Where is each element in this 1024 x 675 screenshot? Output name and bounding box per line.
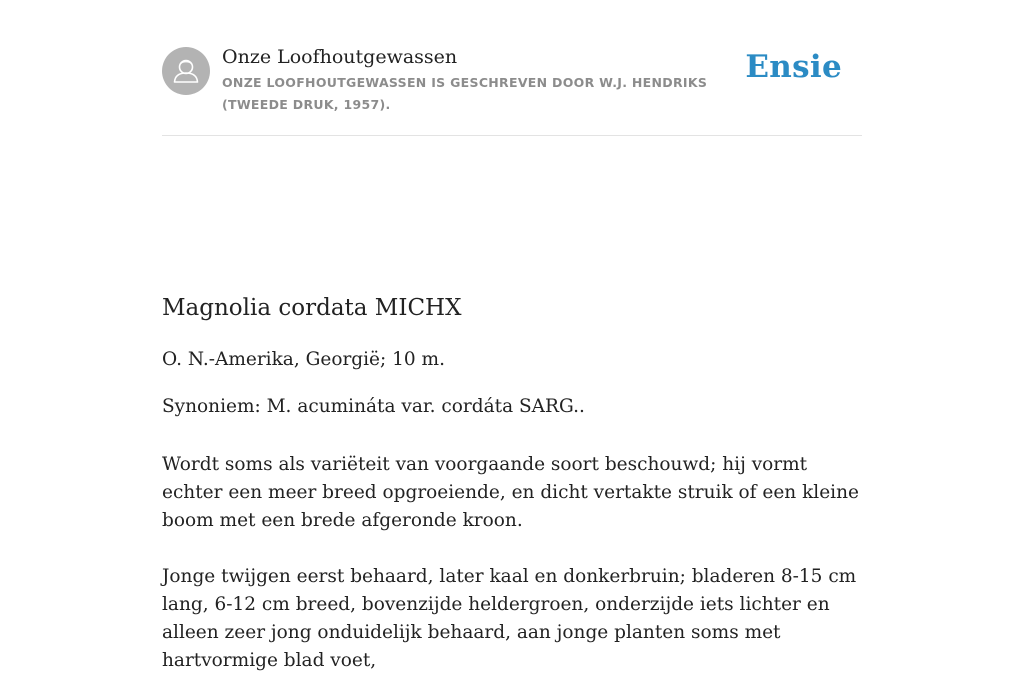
user-silhouette-icon bbox=[162, 47, 210, 95]
page bbox=[162, 0, 862, 671]
book-title[interactable]: Onze Loofhoutgewassen bbox=[222, 46, 458, 68]
avatar[interactable] bbox=[162, 47, 210, 95]
entry-title: Magnolia cordata MICHX bbox=[162, 295, 462, 321]
entry-paragraph: Jonge twijgen eerst behaard, later kaal en donkerbruin; bladeren 8-15 cm lang, 6-12 cm breed, bovenzijde heldergroen, onderzijde iets lichter en alleen zeer jong onduidelijk behaard, aan jonge planten soms met hartvormige blad voet, bbox=[162, 566, 857, 671]
ensie-logo[interactable]: Ensie bbox=[745, 49, 842, 85]
entry-origin: O. N.-Amerika, Georgië; 10 m. bbox=[162, 349, 445, 370]
book-subtitle: ONZE LOOFHOUTGEWASSEN IS GESCHREVEN DOOR W.J. HENDRIKS (TWEEDE DRUK, 1957). bbox=[222, 75, 708, 112]
book-header bbox=[162, 0, 862, 136]
entry-paragraph: Wordt soms als variëteit van voorgaande soort beschouwd; hij vormt echter een meer breed opgroeiende, en dicht vertakte struik of een kleine boom met een brede afgeronde kroon. bbox=[162, 454, 859, 531]
entry-synonym: Synoniem: M. acumináta var. cordáta SARG.. bbox=[162, 396, 585, 417]
